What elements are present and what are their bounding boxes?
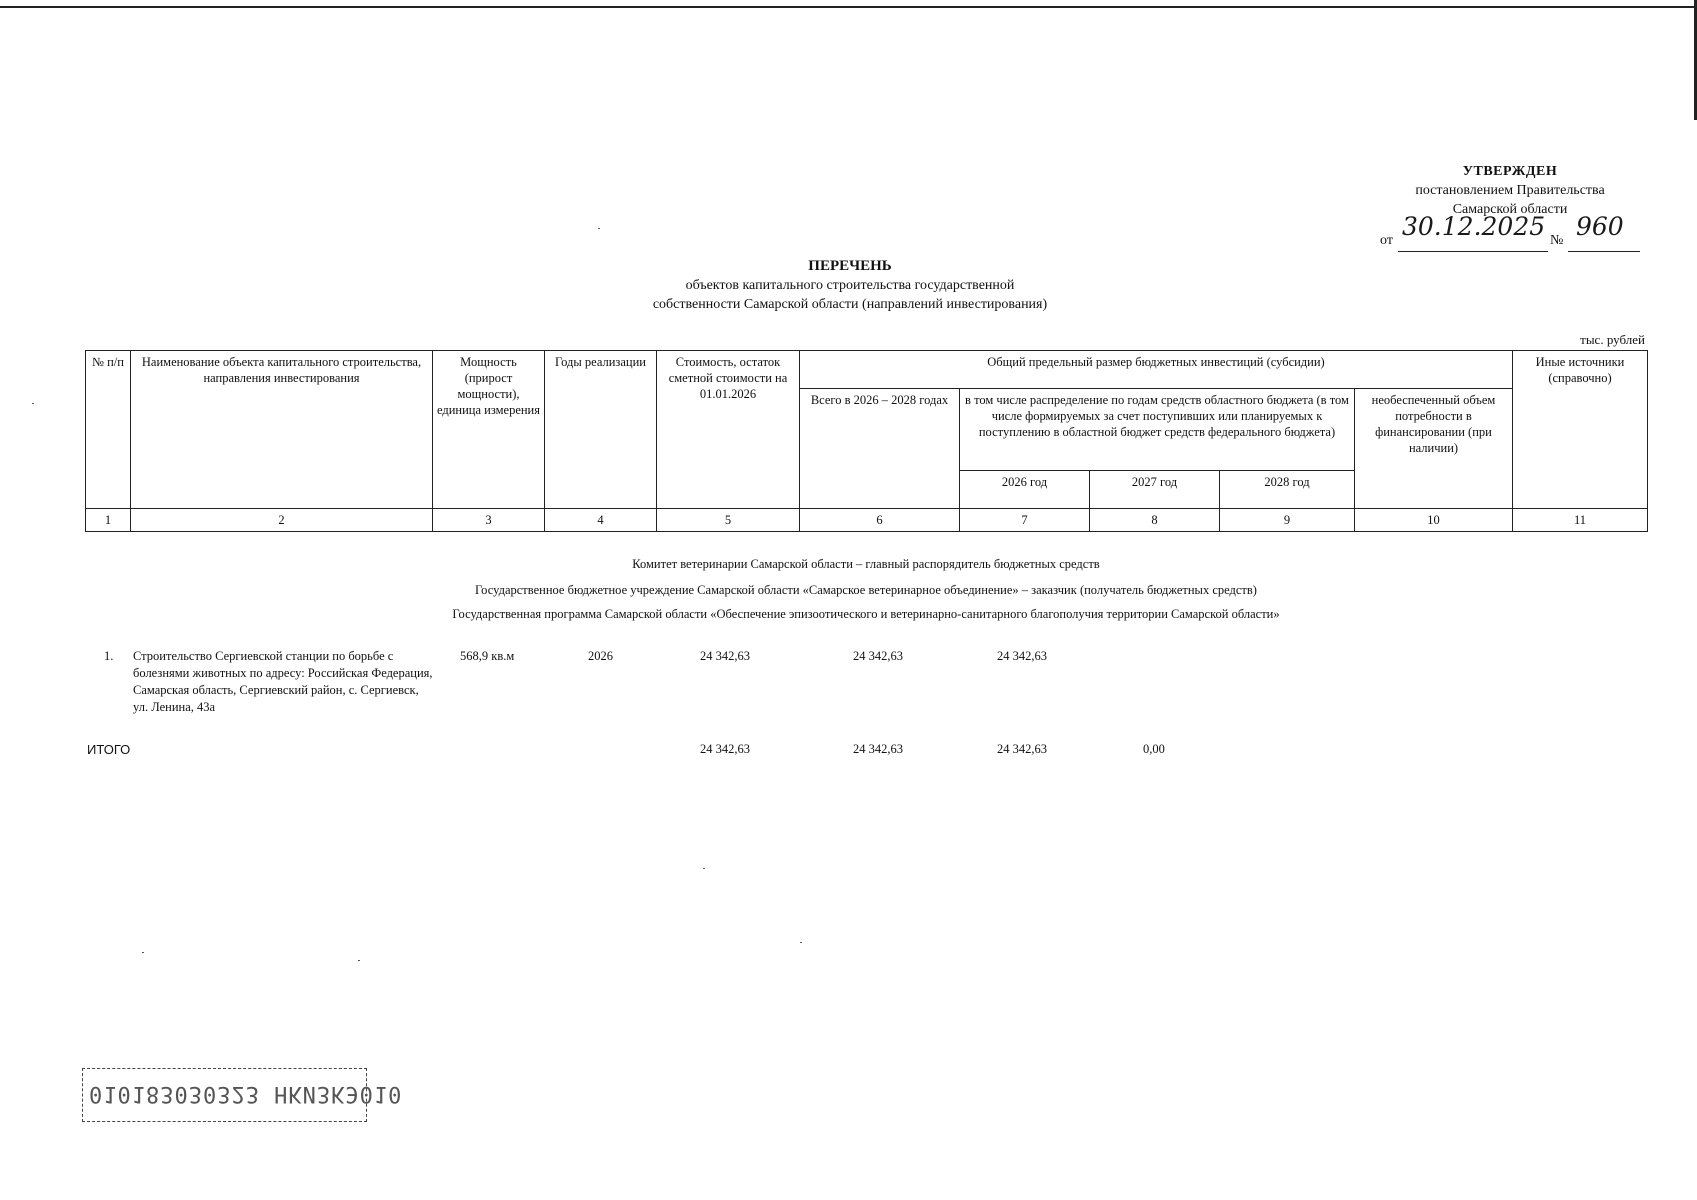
totals-label: ИТОГО [87,742,131,757]
header-other-sources: Иные источники (справочно) [1513,351,1648,509]
number-label: № [1550,233,1564,248]
scan-speck [703,868,705,869]
col-number: 9 [1220,509,1355,532]
units-label: тыс. рублей [1580,332,1645,347]
col-number: 6 [800,509,960,532]
column-number-row [86,509,1648,532]
stamp-text: 010183030323 НКИЗКЭ010 [89,1081,403,1106]
approval-line-1: постановлением Правительства [1415,183,1605,198]
header-2027: 2027 год [1090,471,1220,509]
totals-2026: 24 342,63 [997,742,1047,756]
row-years: 2026 [588,649,613,663]
row-total: 24 342,63 [853,649,903,663]
totals-2027: 0,00 [1143,742,1165,756]
scan-speck [800,942,802,943]
col-number: 8 [1090,509,1220,532]
col-number: 4 [545,509,657,532]
document-title [500,257,1200,314]
header-distribution: в том числе распределение по годам средств областного бюджета (в том числе формируемых за счет поступивших или планируемых к поступлению в областной бюджет средств федерального бюджета) [960,389,1355,471]
col-number: 1 [86,509,131,532]
row-2026: 24 342,63 [997,649,1047,663]
header-2028: 2028 год [1220,471,1355,509]
header-all-years: Всего в 2026 – 2028 годах [800,389,960,509]
col-number: 7 [960,509,1090,532]
row-number: 1. [104,649,114,663]
title-main: ПЕРЕЧЕНЬ [808,258,892,274]
scan-speck [142,952,144,953]
header-total-budget: Общий предельный размер бюджетных инвестиций (субсидии) [800,351,1513,389]
registration-stamp [82,1068,403,1122]
header-years: Годы реализации [545,351,657,509]
scan-edge-top [0,6,1697,8]
approval-date-line [1380,212,1640,251]
header-name: Наименование объекта капитального строительства, направления инвестирования [131,351,433,509]
header-capacity: Мощность (прирост мощности), единица измерения [433,351,545,509]
scan-speck [358,960,360,961]
row-name: Строительство Сергиевской станции по борьбе с болезнями животных по адресу: Российская Федерация, Самарская область, Сергиевский район, с. Сергиевск, ул. Ленина, 43а [133,649,433,714]
from-label: от [1380,233,1393,248]
totals-cost: 24 342,63 [700,742,750,756]
header-2026: 2026 год [960,471,1090,509]
col-number: 11 [1513,509,1648,532]
section-customer: Государственное бюджетное учреждение Самарской области «Самарское ветеринарное объединение» – заказчик (получатель бюджетных средств) [475,583,1257,597]
col-number: 10 [1355,509,1513,532]
scan-speck [598,228,600,229]
row-capacity: 568,9 кв.м [460,649,515,663]
approval-title: УТВЕРЖДЕН [1462,164,1558,179]
header-cost: Стоимость, остаток сметной стоимости на 01.01.2026 [657,351,800,509]
title-sub-2: собственности Самарской области (направлений инвестирования) [652,297,1048,312]
col-number: 5 [657,509,800,532]
col-number: 3 [433,509,545,532]
scan-speck [32,403,34,404]
title-sub-1: объектов капитального строительства государственной [685,278,1015,293]
col-number: 2 [131,509,433,532]
number-underline [1568,251,1640,252]
header-table [85,350,1648,532]
section-program: Государственная программа Самарской области «Обеспечение эпизоотического и ветеринарно-санитарного благополучия территории Самарской области» [452,607,1280,621]
section-committee: Комитет ветеринарии Самарской области – главный распорядитель бюджетных средств [632,557,1100,571]
date-underline [1398,251,1548,252]
approval-line-2: Самарской области [1452,202,1568,217]
handwritten-number: 960 [1576,212,1624,241]
handwritten-date: 30.12.2025 [1402,212,1546,241]
totals-total: 24 342,63 [853,742,903,756]
header-num: № п/п [86,351,131,509]
row-cost: 24 342,63 [700,649,750,663]
header-unsecured: необеспеченный объем потребности в финансировании (при наличии) [1355,389,1513,509]
approval-block [1380,162,1640,251]
